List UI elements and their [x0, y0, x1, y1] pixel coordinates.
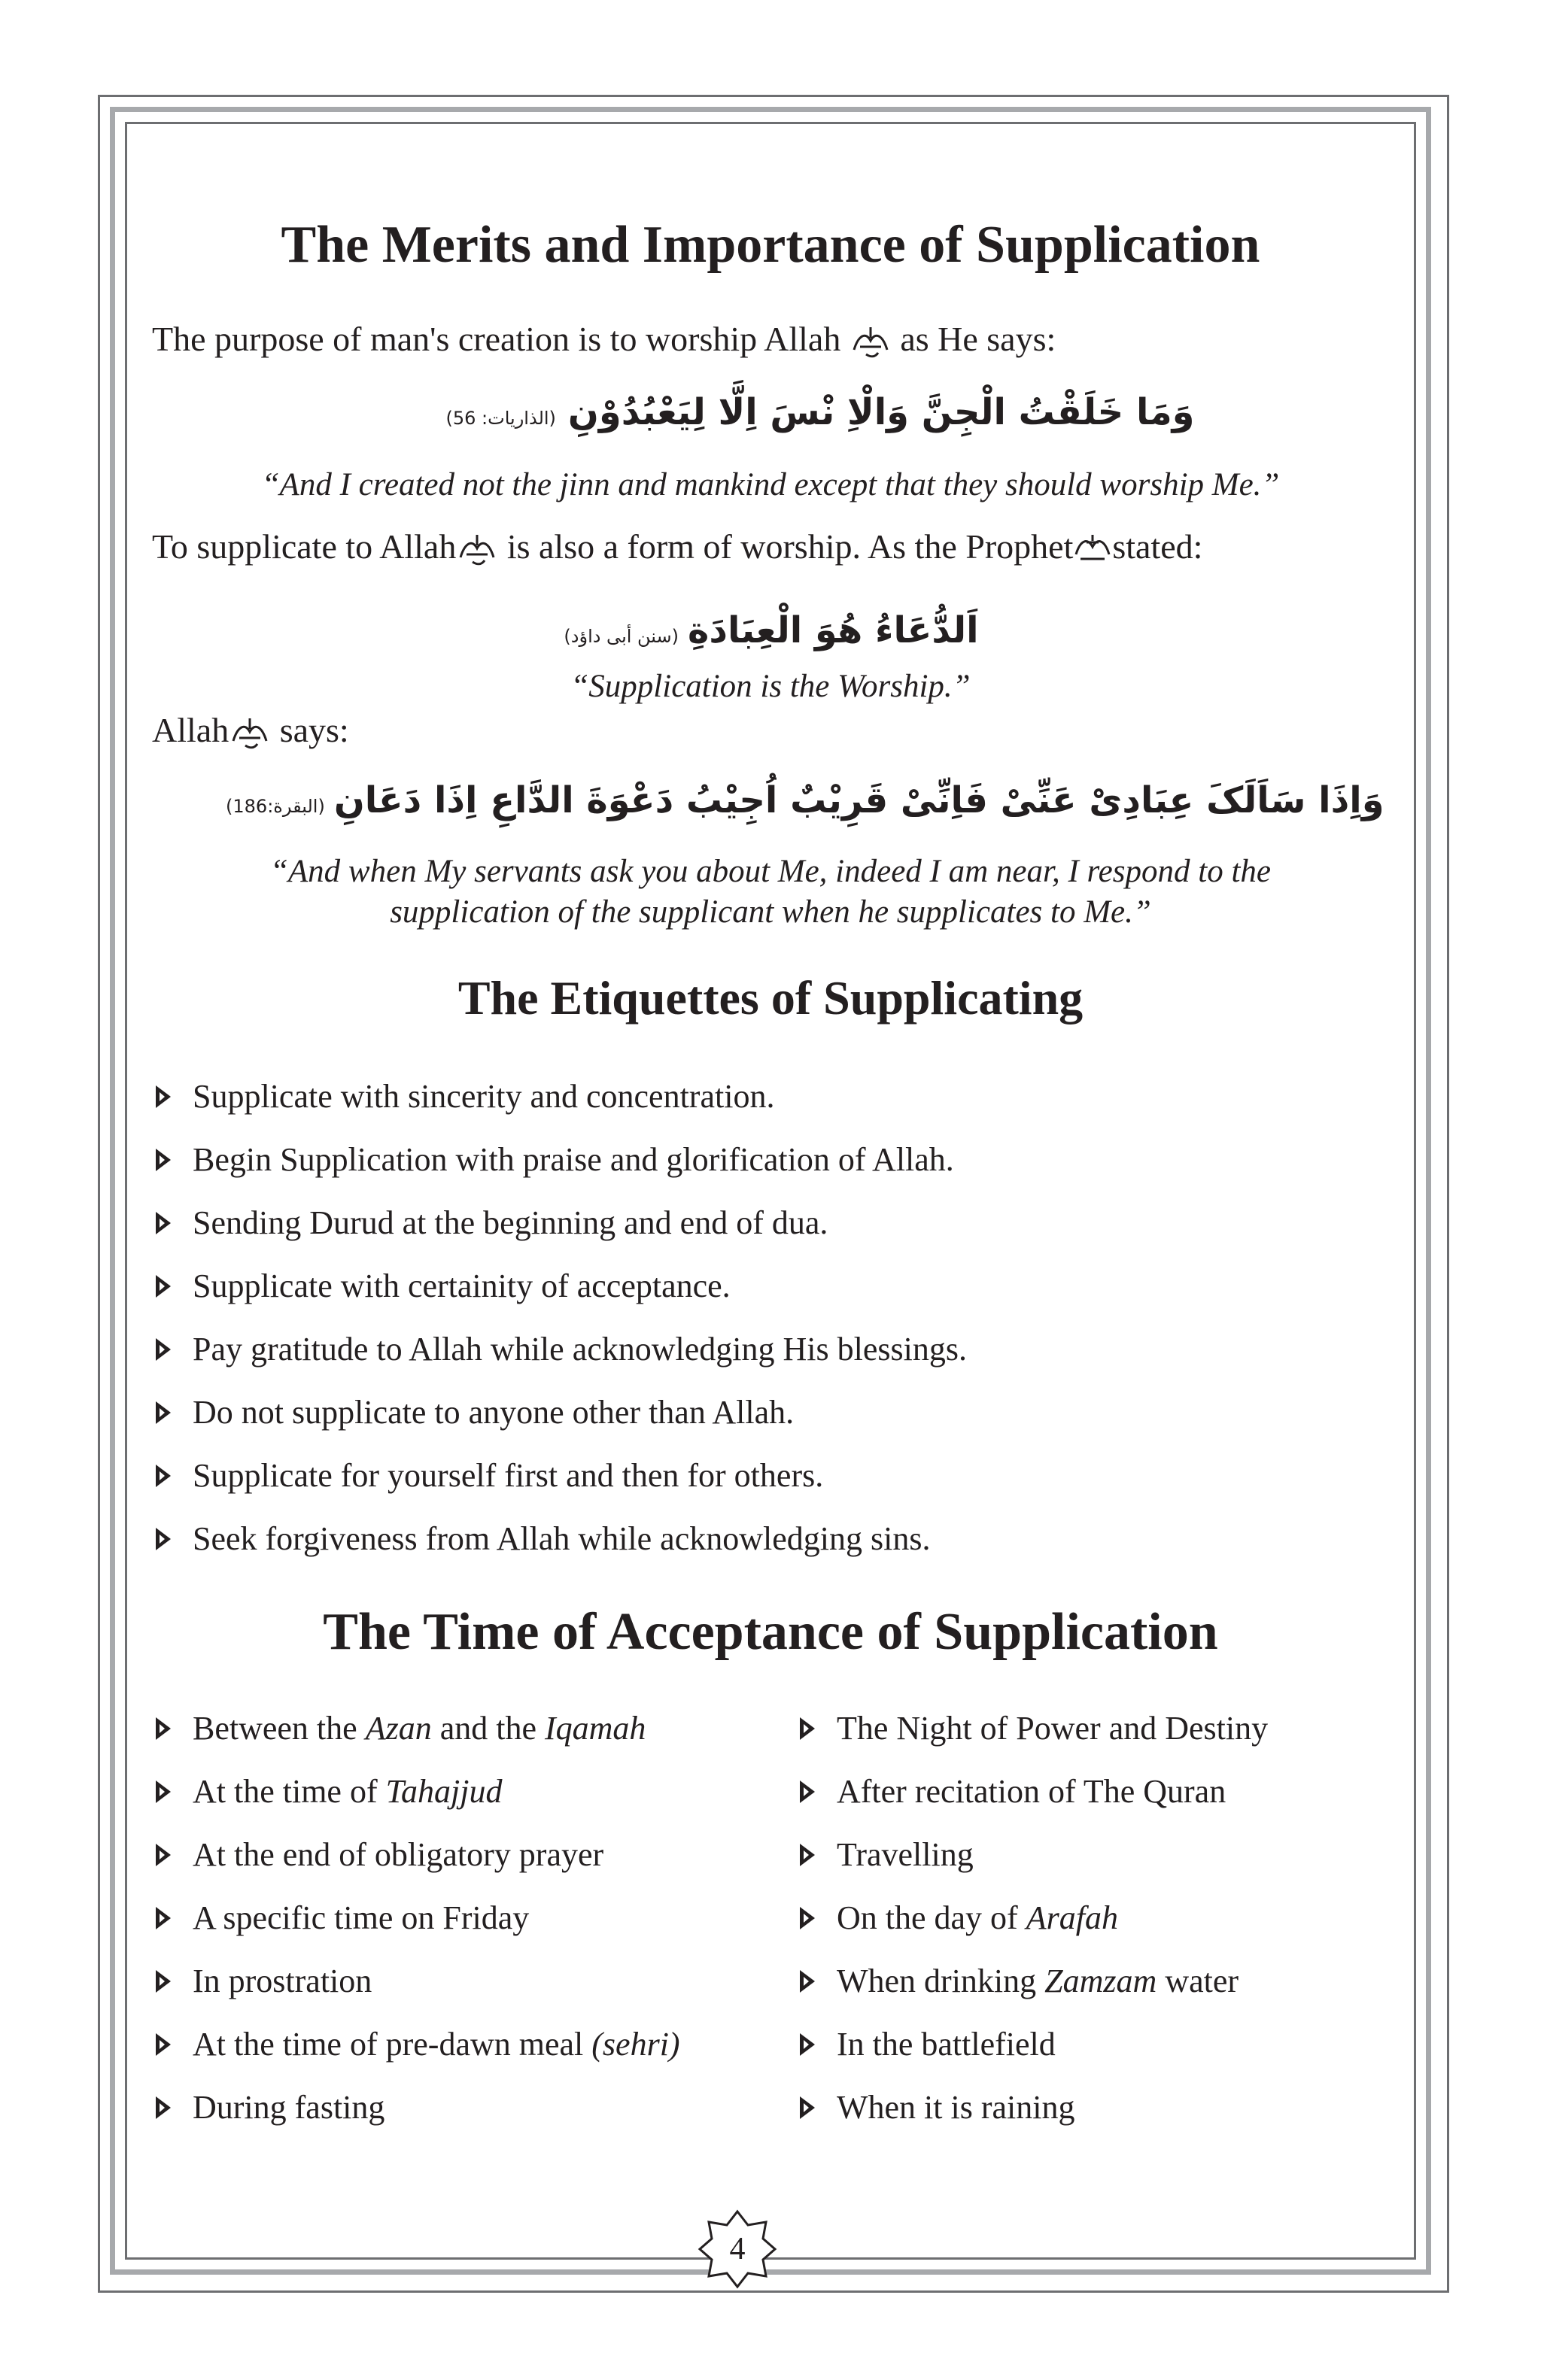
triangle-bullet-icon — [153, 1083, 173, 1110]
triangle-bullet-icon — [798, 1841, 817, 1868]
etiquette-text: Begin Supplication with praise and glorification of Allah. — [193, 1141, 954, 1178]
text-part: and the — [431, 1710, 545, 1747]
salawat-glyph-icon — [1073, 532, 1112, 568]
text-part: When it is raining — [837, 2089, 1075, 2126]
etiquette-text: Supplicate with certainity of acceptance. — [193, 1267, 731, 1304]
page-number-badge — [697, 2208, 778, 2290]
text-part: After recitation of The Quran — [837, 1773, 1226, 1810]
text-part: water — [1157, 1963, 1239, 1999]
intro-text-before: The purpose of man's creation is to worship Allah — [152, 320, 841, 358]
prophet-line-part1: To supplicate to Allah — [152, 527, 457, 566]
triangle-bullet-icon — [153, 1399, 173, 1426]
verse2-translation-line1: “And when My servants ask you about Me, indeed I am near, I respond to the — [270, 854, 1271, 889]
acceptance-time-item — [798, 2088, 1075, 2127]
hadith-translation: “Supplication is the Worship.” — [570, 669, 971, 704]
times-title: The Time of Acceptance of Supplication — [323, 1603, 1218, 1661]
acceptance-time-item — [153, 1835, 603, 1874]
triangle-bullet-icon — [153, 2031, 173, 2058]
acceptance-time-item — [798, 1835, 974, 1874]
text-emphasis: Arafah — [1026, 1899, 1118, 1936]
hadith-reference: (سنن أبی داؤد) — [564, 626, 679, 647]
text-part: Between the — [193, 1710, 366, 1747]
hadith-arabic: اَلدُّعَاءُ هُوَ الْعِبَادَةِ — [688, 609, 979, 651]
acceptance-time-item — [798, 2025, 1056, 2063]
text-part: At the end of obligatory prayer — [193, 1836, 604, 1873]
acceptance-time-text — [193, 1835, 603, 1874]
acceptance-time-text — [837, 2025, 1056, 2063]
triangle-bullet-icon — [153, 1778, 173, 1805]
triangle-bullet-icon — [153, 1210, 173, 1237]
allah-says-line — [152, 710, 349, 751]
text-part: In the battlefield — [837, 2026, 1056, 2063]
acceptance-time-text — [837, 2088, 1075, 2127]
text-part: The Night of Power and Destiny — [837, 1710, 1269, 1747]
acceptance-time-item — [798, 1899, 1118, 1937]
triangle-bullet-icon — [153, 1905, 173, 1932]
text-emphasis: (sehri) — [591, 2026, 680, 2063]
acceptance-time-text — [193, 1772, 503, 1811]
prophet-line — [152, 527, 1202, 568]
etiquette-text: Sending Durud at the beginning and end of dua. — [193, 1204, 828, 1241]
allah-glorified-glyph-icon — [456, 532, 498, 568]
verse2-translation-line2: supplication of the supplicant when he supplicates to Me.” — [390, 894, 1151, 930]
etiquette-item — [153, 1393, 794, 1431]
verse1-reference: (الذاریات: 56) — [445, 408, 556, 429]
etiquette-text: Seek forgiveness from Allah while acknowledging sins. — [193, 1520, 931, 1557]
triangle-bullet-icon — [798, 2094, 817, 2121]
triangle-bullet-icon — [153, 1715, 173, 1742]
acceptance-time-item — [798, 1772, 1226, 1811]
triangle-bullet-icon — [798, 1715, 817, 1742]
allah-says-part1: Allah — [152, 711, 229, 749]
text-emphasis: Tahajjud — [385, 1773, 503, 1810]
acceptance-time-item — [153, 2088, 384, 2127]
acceptance-time-text — [193, 1962, 372, 2000]
verse1-arabic: وَمَا خَلَقْتُ الْجِنَّ وَالْاِ نْسَ اِلَّا لِیَعْبُدُوْنِ — [567, 391, 1195, 433]
acceptance-time-item — [153, 1772, 503, 1811]
text-part: In prostration — [193, 1963, 372, 1999]
triangle-bullet-icon — [798, 1905, 817, 1932]
etiquette-item — [153, 1140, 954, 1179]
etiquette-item — [153, 1267, 731, 1305]
text-emphasis: Azan — [365, 1710, 432, 1747]
acceptance-time-text — [193, 2025, 680, 2063]
triangle-bullet-icon — [153, 1525, 173, 1553]
intro-line — [152, 319, 1056, 360]
acceptance-time-item — [153, 1709, 646, 1747]
triangle-bullet-icon — [153, 1273, 173, 1300]
verse2-line — [226, 779, 1384, 821]
acceptance-time-text — [837, 1962, 1239, 2000]
allah-glorified-glyph-icon — [850, 324, 892, 360]
text-part: At the time of — [193, 1773, 386, 1810]
etiquette-item — [153, 1519, 930, 1558]
text-part: When drinking — [837, 1963, 1045, 1999]
acceptance-time-item — [798, 1709, 1268, 1747]
triangle-bullet-icon — [798, 2031, 817, 2058]
triangle-bullet-icon — [153, 1336, 173, 1363]
triangle-bullet-icon — [153, 1146, 173, 1173]
allah-glorified-glyph-icon — [229, 715, 271, 751]
triangle-bullet-icon — [153, 2094, 173, 2121]
acceptance-time-item — [153, 1962, 372, 2000]
etiquette-text: Do not supplicate to anyone other than Allah. — [193, 1394, 795, 1431]
allah-says-part2: says: — [279, 711, 349, 749]
acceptance-time-text — [837, 1835, 974, 1874]
etiquette-item — [153, 1077, 774, 1116]
merits-title: The Merits and Importance of Supplication — [281, 216, 1260, 274]
etiquette-item — [153, 1456, 823, 1495]
page-frame-inner — [125, 122, 1416, 2260]
verse2-arabic: وَاِذَا سَاَلَکَ عِبَادِیْ عَنِّیْ فَاِنِّیْ قَرِیْبٌ اُجِیْبُ دَعْوَةَ الدَّاعِ اِذَا دَعَانِ — [333, 779, 1384, 821]
etiquette-text: Supplicate with sincerity and concentration. — [193, 1078, 775, 1115]
acceptance-time-item — [153, 1899, 529, 1937]
acceptance-time-text — [193, 1709, 646, 1747]
triangle-bullet-icon — [153, 1968, 173, 1995]
verse1-translation: “And I created not the jinn and mankind except that they should worship Me.” — [261, 467, 1280, 502]
triangle-bullet-icon — [798, 1778, 817, 1805]
verse1-line — [391, 391, 1249, 433]
page-number: 4 — [729, 2232, 746, 2266]
text-emphasis: Iqamah — [545, 1710, 646, 1747]
text-part: On the day of — [837, 1899, 1026, 1936]
etiquette-item — [153, 1330, 967, 1368]
prophet-line-part3: stated: — [1112, 527, 1203, 566]
text-emphasis: Zamzam — [1044, 1963, 1157, 1999]
triangle-bullet-icon — [153, 1841, 173, 1868]
acceptance-time-text — [193, 1899, 529, 1937]
text-part: Travelling — [837, 1836, 974, 1873]
acceptance-time-item — [153, 2025, 680, 2063]
intro-text-after: as He says: — [900, 320, 1056, 358]
hadith-line — [391, 609, 1151, 651]
etiquette-item — [153, 1204, 828, 1242]
triangle-bullet-icon — [798, 1968, 817, 1995]
acceptance-time-text — [193, 2088, 384, 2127]
verse2-reference: (البقرة:186) — [226, 796, 325, 817]
acceptance-time-text — [837, 1709, 1268, 1747]
text-part: At the time of pre-dawn meal — [193, 2026, 592, 2063]
prophet-line-part2: is also a form of worship. As the Prophet — [506, 527, 1074, 566]
acceptance-time-text — [837, 1772, 1226, 1811]
triangle-bullet-icon — [153, 1462, 173, 1489]
etiquette-text: Supplicate for yourself first and then for others. — [193, 1457, 824, 1494]
acceptance-time-text — [837, 1899, 1118, 1937]
acceptance-time-item — [798, 1962, 1239, 2000]
text-part: During fasting — [193, 2089, 385, 2126]
text-part: A specific time on Friday — [193, 1899, 530, 1936]
etiquettes-title: The Etiquettes of Supplicating — [457, 971, 1084, 1025]
etiquette-text: Pay gratitude to Allah while acknowledging His blessings. — [193, 1331, 967, 1368]
